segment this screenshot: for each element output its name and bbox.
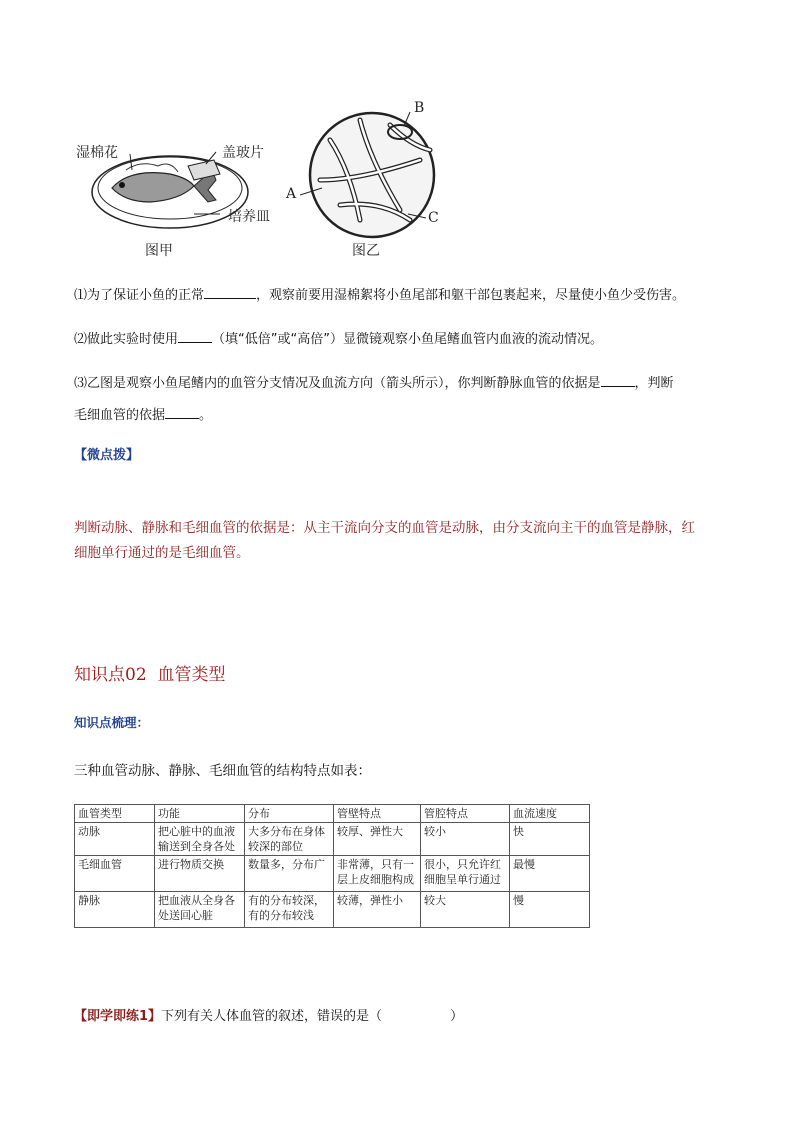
tip-line-2: 细胞单行通过的是毛细血管。 <box>74 545 250 561</box>
answer-blank-4[interactable] <box>165 404 199 419</box>
exercise-close: ） <box>450 1009 464 1024</box>
table-cell: 较薄，弹性小 <box>334 892 421 928</box>
label-vessel-a: A <box>286 186 297 202</box>
question-3-line-2 <box>74 404 474 426</box>
table-cell: 较厚、弹性大 <box>334 823 421 856</box>
question-3-pre: ⑶乙图是观察小鱼尾鳍内的血管分支情况及血流方向（箭头所示），你判断静脉血管的依据是 <box>74 376 601 391</box>
question-3-mid: ，判断 <box>634 376 674 391</box>
table-cell: 把血液从全身各处送回心脏 <box>155 892 245 928</box>
exercise-answer-blank[interactable] <box>382 1006 450 1020</box>
table-cell: 非常薄，只有一层上皮细胞构成 <box>334 856 421 892</box>
table-cell: 较大 <box>421 892 510 928</box>
tip-title: 【微点拨】 <box>74 448 140 463</box>
question-1 <box>74 284 734 306</box>
header-cell: 血流速度 <box>510 805 590 823</box>
caption-figure-yi: 图乙 <box>352 243 380 259</box>
label-cover-slip: 盖玻片 <box>222 145 264 161</box>
answer-blank-1[interactable] <box>204 284 256 299</box>
caption-figure-jia: 图甲 <box>145 243 173 259</box>
header-cell: 血管类型 <box>75 805 155 823</box>
table-cell: 快 <box>510 823 590 856</box>
table-row <box>75 856 590 892</box>
table-cell: 把心脏中的血液输送到全身各处 <box>155 823 245 856</box>
question-1-pre: ⑴为了保证小鱼的正常 <box>74 288 205 303</box>
table-cell: 动脉 <box>75 823 155 856</box>
table-cell: 很小，只允许红细胞呈单行通过 <box>421 856 510 892</box>
label-wet-cotton: 湿棉花 <box>76 145 118 161</box>
section-subtitle: 知识点梳理： <box>74 715 150 730</box>
question-2-post: （填“低倍”或“高倍”）显微镜观察小鱼尾鳍血管内血液的流动情况。 <box>212 332 603 347</box>
table-row <box>75 892 590 928</box>
table-cell: 较小 <box>421 823 510 856</box>
table-cell: 毛细血管 <box>75 856 155 892</box>
table-cell: 数量多，分布广 <box>245 856 334 892</box>
exercise-text: 下列有关人体血管的叙述，错误的是（ <box>161 1009 383 1024</box>
question-2-pre: ⑵做此实验时使用 <box>74 332 179 347</box>
question-3-end: 。 <box>199 408 213 423</box>
table-cell: 静脉 <box>75 892 155 928</box>
table-cell: 最慢 <box>510 856 590 892</box>
vessel-table <box>74 804 590 928</box>
label-vessel-c: C <box>428 210 439 226</box>
header-cell: 分布 <box>245 805 334 823</box>
header-cell: 管壁特点 <box>334 805 421 823</box>
exercise-1 <box>74 1005 463 1024</box>
table-cell: 大多分布在身体较深的部位 <box>245 823 334 856</box>
section-title: 知识点02 血管类型 <box>74 665 226 685</box>
answer-blank-3[interactable] <box>601 372 635 387</box>
label-vessel-b: B <box>414 100 425 116</box>
label-petri-dish: 培养皿 <box>228 209 270 225</box>
header-cell: 功能 <box>155 805 245 823</box>
question-1-post: ，观察前要用湿棉絮将小鱼尾部和躯干部包裹起来，尽量使小鱼少受伤害。 <box>256 288 686 303</box>
exercise-tag: 【即学即练1】 <box>74 1009 162 1024</box>
table-intro: 三种血管动脉、静脉、毛细血管的结构特点如表： <box>74 763 371 779</box>
question-3-line-1 <box>74 372 754 394</box>
table-cell: 慢 <box>510 892 590 928</box>
question-3-line-2-pre: 毛细血管的依据 <box>74 408 166 423</box>
table-cell: 有的分布较深，有的分布较浅 <box>245 892 334 928</box>
question-2 <box>74 328 734 350</box>
header-cell: 管腔特点 <box>421 805 510 823</box>
table-cell: 进行物质交换 <box>155 856 245 892</box>
table-row <box>75 823 590 856</box>
tip-line-1: 判断动脉、静脉和毛细血管的依据是：从主干流向分支的血管是动脉，由分支流向主干的血管是静脉，红 <box>74 520 695 536</box>
table-header-row <box>75 805 590 823</box>
answer-blank-2[interactable] <box>178 328 212 343</box>
